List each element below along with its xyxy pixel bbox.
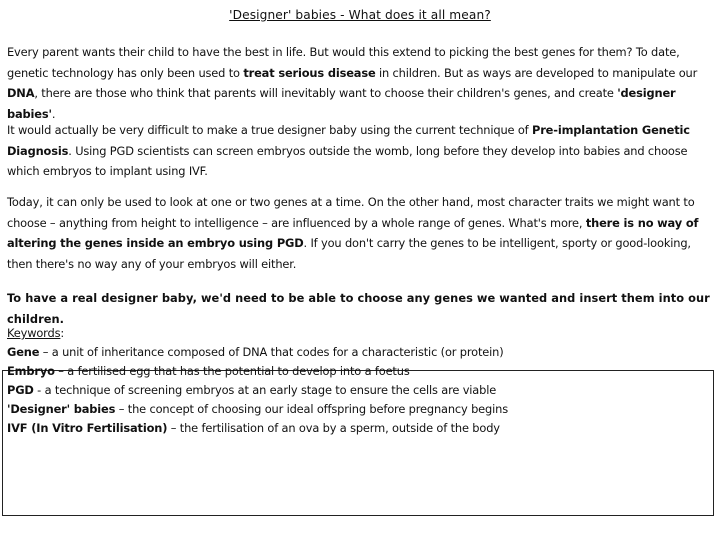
intro-paragraph: Every parent wants their child to have the best in life. But would this extend to picking the best genes for them? To date, genetic technology has only been used to treat serious disease in children. But as ways are developed to manipulate our DNA, there are those who think that parents will inevitably want to choose their children's genes, and create 'designer babies'. <box>7 45 698 122</box>
pgd-paragraph: It would actually be very difficult to make a true designer baby using the current technique of Pre-implantation Genetic Diagnosis. Using PGD scientists can screen embryos outside the womb, long before they develop into babies and choose which embryos to implant using IVF. <box>7 123 690 179</box>
keyword-ivf: IVF (In Vitro Fertilisation) – the fertilisation of an ova by a sperm, outside of the body <box>7 420 500 435</box>
limitations-paragraph: Today, it can only be used to look at one or two genes at a time. On the other hand, most character traits we might want to choose – anything from height to intelligence – are influenced by a whole range of genes. What's more, there is no way of altering the genes inside an embryo using PGD. If you don't carry the genes to be intelligent, sporty or good-looking, then there's no way any of your embryos will either. <box>7 195 699 272</box>
keyword-gene: Gene – a unit of inheritance composed of DNA that codes for a characteristic (or protein) <box>7 344 504 359</box>
emphasis-treat-serious-disease: treat serious disease <box>243 65 376 80</box>
conclusion-paragraph: To have a real designer baby, we'd need to be able to choose any genes we wanted and insert them into our children. <box>7 291 710 326</box>
emphasis-dna: DNA <box>7 86 35 101</box>
keyword-pgd: PGD - a technique of screening embryos at an early stage to ensure the cells are viable <box>7 382 497 397</box>
keywords-list <box>7 324 715 437</box>
keywords-heading: Keywords: <box>7 326 65 340</box>
emphasis-no-way-of-altering: there is no way of altering the genes inside an embryo using PGD <box>7 215 699 251</box>
emphasis-designer-babies: 'designer babies' <box>7 86 676 122</box>
emphasis-pgd: Pre-implantation Genetic Diagnosis <box>7 123 690 158</box>
keyword-designer-babies: 'Designer' babies – the concept of choosing our ideal offspring before pregnancy begins <box>7 401 508 416</box>
page-title: 'Designer' babies - What does it all mean? <box>229 8 491 22</box>
keyword-embryo: Embryo – a fertilised egg that has the potential to develop into a foetus <box>7 363 410 378</box>
